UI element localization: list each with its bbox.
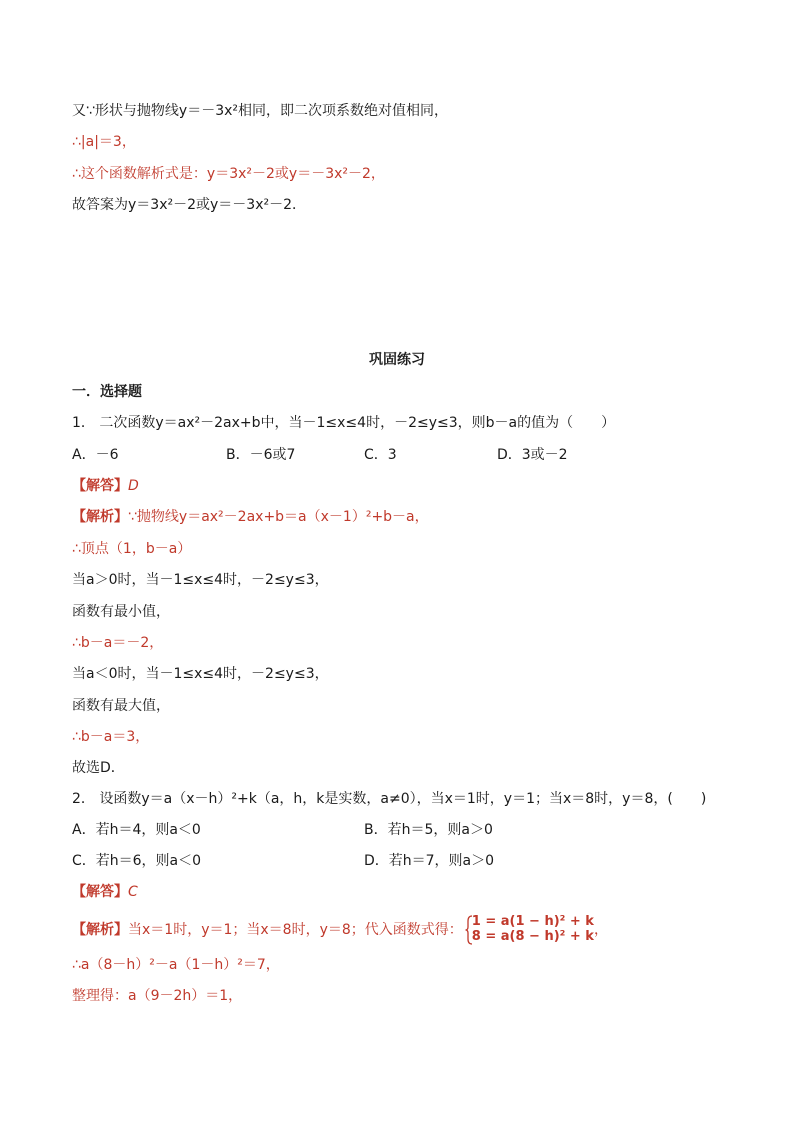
analysis-step: 当a＜0时，当－1≤x≤4时，－2≤y≤3， <box>72 666 329 682</box>
brace-icon <box>465 915 473 945</box>
analysis-step: 故选D． <box>72 760 125 776</box>
analysis-step: ∴顶点（1，b－a） <box>72 541 192 557</box>
analysis-step <box>72 986 242 1006</box>
option-c: C．若h＝6，则a＜0 <box>72 853 202 869</box>
answer-line <box>72 476 139 496</box>
option-d: D．若h＝7，则a＞0 <box>364 853 495 869</box>
analysis-tag: 【解析】 <box>72 922 128 938</box>
answer-value: C <box>128 884 138 900</box>
equation-system <box>465 914 594 946</box>
analysis-tag: 【解析】 <box>72 509 128 525</box>
analysis-step: ∴b－a＝3， <box>72 729 150 745</box>
equation-row: 1 = a(1 − h)² + k <box>471 914 594 929</box>
analysis-text: 整理得：a（9－2h）＝1， <box>72 988 243 1004</box>
answer-value: D <box>128 478 139 494</box>
analysis-step: 函数有最小值， <box>72 604 170 620</box>
option-a: A．－6 <box>72 447 119 463</box>
analysis-line <box>72 914 608 946</box>
text-line: 故答案为y＝3x²－2或y＝－3x²－2． <box>72 197 306 213</box>
section-title: 巩固练习 <box>369 352 425 368</box>
text-line: 又∵形状与抛物线y＝－3x²相同，即二次项系数绝对值相同， <box>72 103 448 119</box>
option-a: A．若h＝4，则a＜0 <box>72 822 201 838</box>
question-stem: 1． 二次函数y＝ax²－2ax+b中，当－1≤x≤4时，－2≤y≤3，则b－a的值为（ ） <box>72 415 616 431</box>
answer-line <box>72 882 138 902</box>
answer-tag: 【解答】 <box>72 884 128 900</box>
analysis-step: 函数有最大值， <box>72 698 170 714</box>
option-c: C．3 <box>364 447 397 463</box>
analysis-text: 当x＝1时，y＝1；当x＝8时，y＝8；代入函数式得： <box>128 922 463 938</box>
analysis-text: ， <box>593 922 608 938</box>
analysis-step: 当a＞0时，当－1≤x≤4时，－2≤y≤3， <box>72 572 329 588</box>
analysis-step: ∴a（8－h）²－a（1－h）²＝7， <box>72 957 280 973</box>
analysis-text: ∵抛物线y＝ax²－2ax+b＝a（x－1）²+b－a， <box>128 509 429 525</box>
equation-row: 8 = a(8 − h)² + k <box>471 929 594 944</box>
option-b: B．若h＝5，则a＞0 <box>364 822 493 838</box>
text-line: ∴这个函数解析式是：y＝3x²－2或y＝－3x²－2， <box>72 166 385 182</box>
option-b: B．－6或7 <box>226 447 296 463</box>
analysis-step: ∴b－a＝－2， <box>72 635 164 651</box>
option-d: D．3或－2 <box>497 447 568 463</box>
section-heading: 一．选择题 <box>72 384 142 400</box>
question-stem: 2． 设函数y＝a（x－h）²+k（a，h，k是实数，a≠0），当x＝1时，y＝1；当x＝8时，y＝8，( ) <box>72 791 707 807</box>
analysis-line <box>72 507 429 527</box>
answer-tag: 【解答】 <box>72 478 128 494</box>
text-line: ∴|a|＝3， <box>72 134 136 150</box>
